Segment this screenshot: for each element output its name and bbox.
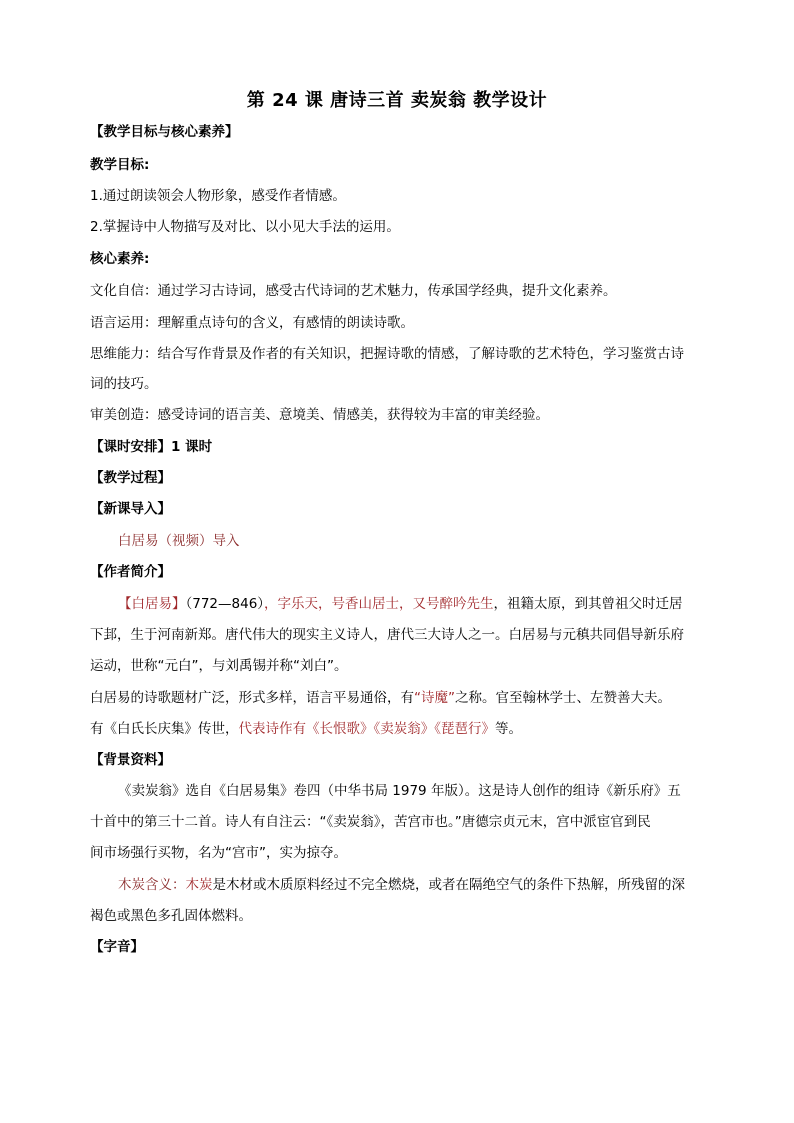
author-line-5-c: 等。 bbox=[495, 721, 522, 737]
author-line-4 bbox=[90, 688, 710, 708]
author-courtesy-names: ，字乐天，号香山居士，又号醉吟先生 bbox=[264, 596, 494, 612]
core-item-culture: 文化自信：通过学习古诗词，感受古代诗词的艺术魅力，传承国学经典，提升文化素养。 bbox=[90, 283, 617, 299]
author-dates: （772—846） bbox=[185, 596, 265, 612]
author-line-1 bbox=[118, 594, 738, 614]
intro-heading: 【新课导入】 bbox=[90, 501, 171, 517]
page-title: 第 24 课 唐诗三首 卖炭翁 教学设计 bbox=[246, 90, 548, 111]
author-line-3: 运动，世称“元白”，与刘禹锡并称“刘白”。 bbox=[90, 658, 348, 674]
background-line-3: 间市场强行买物，名为“宫市”，实为掠夺。 bbox=[90, 845, 347, 861]
schedule-row bbox=[90, 437, 710, 457]
schedule-label: 【课时安排】 bbox=[90, 439, 171, 455]
core-item-thinking-line1: 思维能力：结合写作背景及作者的有关知识，把握诗歌的情感，了解诗歌的艺术特色，学习鉴赏古诗 bbox=[90, 346, 684, 362]
core-literacy-label: 核心素养: bbox=[90, 251, 150, 267]
pronunciation-heading: 【字音】 bbox=[90, 939, 144, 955]
charcoal-label: 木炭含义： bbox=[118, 877, 186, 893]
intro-text: 白居易（视频）导入 bbox=[118, 533, 240, 549]
charcoal-line-2: 褐色或黑色多孔固体燃料。 bbox=[90, 908, 252, 924]
author-line-5-a: 有《白氏长庆集》传世， bbox=[90, 721, 239, 737]
author-line-4-a: 白居易的诗歌题材广泛，形式多样，语言平易通俗，有 bbox=[90, 690, 414, 706]
author-name: 【白居易】 bbox=[118, 596, 186, 612]
background-line-2: 十首中的第三十二首。诗人有自注云：“《卖炭翁》，苦宫市也。”唐德宗贞元末，宫中派宦官到民 bbox=[90, 814, 651, 830]
author-heading: 【作者简介】 bbox=[90, 564, 171, 580]
author-line-2: 下邽，生于河南新郑。唐代伟大的现实主义诗人，唐代三大诗人之一。白居易与元稹共同倡导新乐府 bbox=[90, 627, 684, 643]
schedule-value: 1 课时 bbox=[171, 439, 213, 455]
goals-heading: 【教学目标与核心素养】 bbox=[90, 124, 239, 140]
author-line-1-rest: ，祖籍太原，到其曾祖父时迁居 bbox=[493, 596, 683, 612]
teaching-goals-label: 教学目标: bbox=[90, 157, 150, 173]
background-line-1: 《卖炭翁》选自《白居易集》卷四（中华书局 1979 年版）。这是诗人创作的组诗《新乐府》五 bbox=[118, 783, 681, 799]
charcoal-line-1 bbox=[118, 875, 738, 895]
author-line-4-c: 之称。官至翰林学士、左赞善大夫。 bbox=[455, 690, 671, 706]
goal-item-2: 2.掌握诗中人物描写及对比、以小见大手法的运用。 bbox=[90, 219, 400, 235]
goal-item-1: 1.通过朗读领会人物形象，感受作者情感。 bbox=[90, 188, 346, 204]
core-item-language: 语言运用：理解重点诗句的含义，有感情的朗读诗歌。 bbox=[90, 315, 414, 331]
core-item-thinking-line2: 词的技巧。 bbox=[90, 376, 158, 392]
charcoal-definition: 是木材或木质原料经过不完全燃烧，或者在隔绝空气的条件下热解，所残留的深 bbox=[212, 877, 685, 893]
process-heading: 【教学过程】 bbox=[90, 470, 171, 486]
charcoal-term: 木炭 bbox=[185, 877, 213, 893]
author-line-5 bbox=[90, 719, 710, 739]
author-nickname: “诗魔” bbox=[414, 690, 455, 706]
author-representative-works: 代表诗作有《长恨歌》《卖炭翁》《琵琶行》 bbox=[238, 721, 495, 737]
background-heading: 【背景资料】 bbox=[90, 752, 171, 768]
core-item-aesthetic: 审美创造：感受诗词的语言美、意境美、情感美，获得较为丰富的审美经验。 bbox=[90, 407, 549, 423]
